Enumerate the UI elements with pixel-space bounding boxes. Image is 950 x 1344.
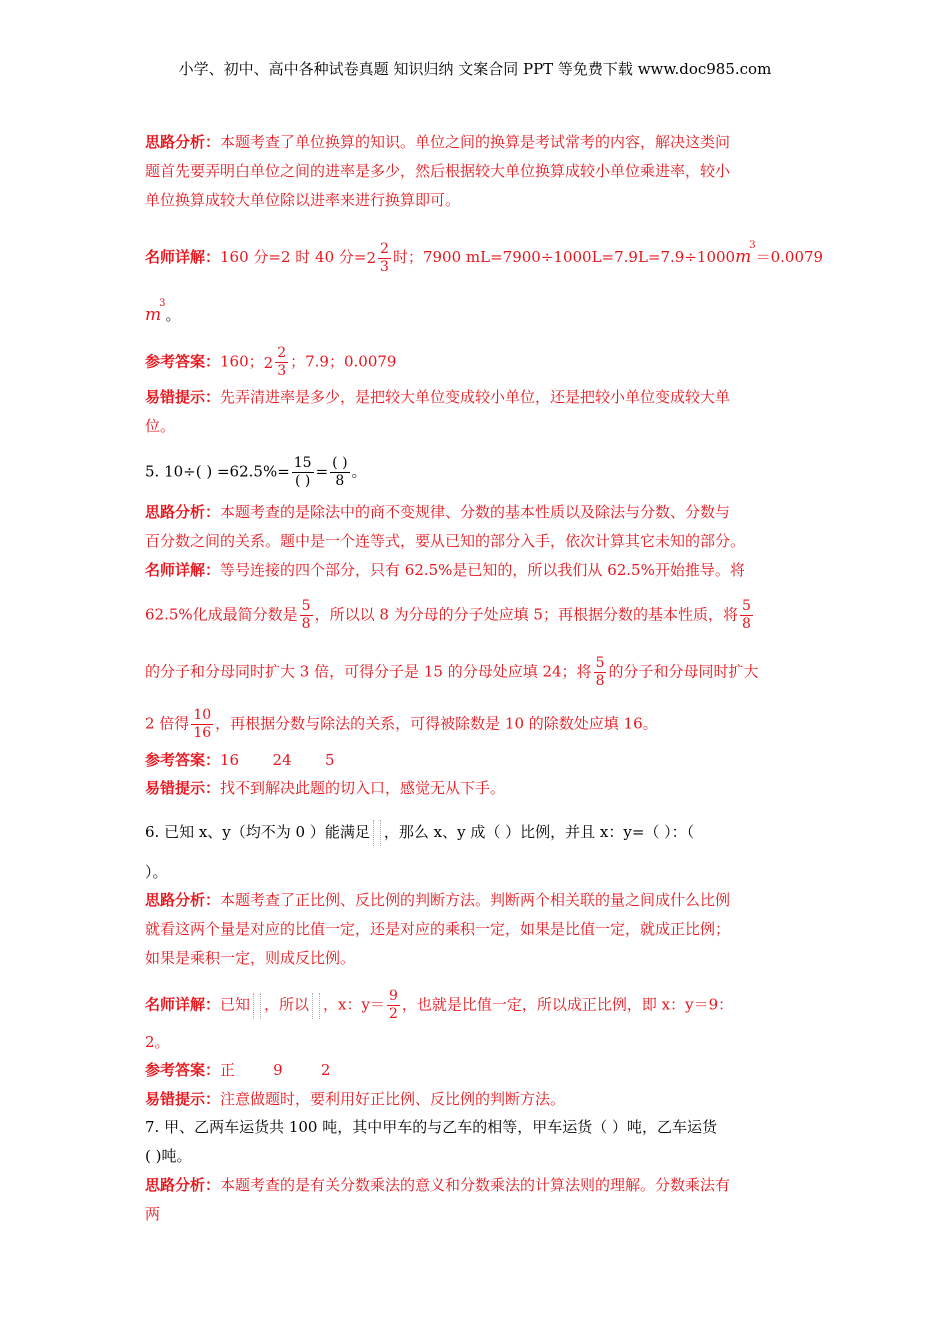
explain-line xyxy=(145,598,755,633)
explain-line: 2。 xyxy=(145,1033,170,1051)
cubic-unit: m xyxy=(735,247,750,267)
analysis-line: 百分数之间的关系。题中是一个连等式，要从已知的部分入手，依次计算其它未知的部分。 xyxy=(145,532,746,550)
answer-label: 参考答案： xyxy=(145,751,221,769)
explain-line xyxy=(145,294,181,325)
analysis-line: 就看这两个量是对应的比值一定，还是对应的乘积一定，如果是比值一定，就成正比例； xyxy=(145,920,731,938)
question-end: 。 xyxy=(351,462,367,481)
tip-line xyxy=(145,387,730,407)
fraction-den: 8 xyxy=(741,616,751,632)
fraction-num: ( ) xyxy=(332,455,348,471)
analysis-text: 本题考查的是除法中的商不变规律、分数的基本性质以及除法与分数、分数与 xyxy=(220,503,731,521)
explain-text: ，x：y＝ xyxy=(323,995,385,1014)
tip-text: 找不到解决此题的切入口，感觉无从下手。 xyxy=(220,779,506,797)
question-6 xyxy=(145,820,694,846)
fraction-num: 2 xyxy=(277,345,287,361)
explain-line xyxy=(145,655,759,690)
tip-line xyxy=(145,1089,565,1109)
explain-text: 的分子和分母同时扩大 3 倍，可得分子是 15 的分母处应填 24；将 xyxy=(145,662,592,681)
analysis-line: 单位换算成较大单位除以进率来进行换算即可。 xyxy=(145,191,461,209)
fraction-den: 3 xyxy=(277,363,287,379)
question-6-line2: ）。 xyxy=(145,863,168,881)
fraction-num: 15 xyxy=(293,455,312,471)
explain-label: 名师详解： xyxy=(145,561,221,579)
cubic-unit: m xyxy=(145,305,160,325)
explain-line xyxy=(145,236,823,276)
fraction-den: 16 xyxy=(193,725,212,741)
explain-end: 。 xyxy=(165,306,181,324)
answer-text: ；7.9；0.0079 xyxy=(290,352,397,371)
fraction xyxy=(191,707,213,742)
mixed-whole: 2 xyxy=(263,353,274,372)
analysis-line: 题首先要弄明白单位之间的进率是多少，然后根据较大单位换算成较小单位乘进率，较小 xyxy=(145,162,731,180)
explain-text: ，所以 xyxy=(264,995,310,1014)
analysis-text: 本题考查了单位换算的知识。单位之间的换算是考试常考的内容，解决这类问 xyxy=(220,133,731,151)
mixed-number xyxy=(264,345,290,380)
explain-text: ＝0.0079 xyxy=(755,248,824,266)
explain-text: 已知 xyxy=(220,995,251,1014)
equals-sign: = xyxy=(315,462,329,481)
analysis-line xyxy=(145,502,730,522)
tip-label: 易错提示： xyxy=(145,1090,221,1108)
fraction xyxy=(275,345,288,380)
tip-line xyxy=(145,778,505,798)
fraction-num: 2 xyxy=(380,240,389,257)
tip-label: 易错提示： xyxy=(145,388,221,406)
answer-label: 参考答案： xyxy=(145,1061,221,1079)
analysis-line xyxy=(145,890,730,910)
unit-exponent: 3 xyxy=(159,298,166,309)
fraction xyxy=(594,655,607,690)
formula-image-placeholder xyxy=(373,820,381,846)
answer-text: 16 24 5 xyxy=(220,751,335,769)
answer-label: 参考答案： xyxy=(145,352,221,371)
tip-text: 注意做题时，要利用好正比例、反比例的判断方法。 xyxy=(220,1090,566,1108)
answer-text: 160； xyxy=(220,352,264,371)
fraction xyxy=(740,598,753,633)
fraction-den: ( ) xyxy=(294,473,311,489)
explain-text: 的分子和分母同时扩大 xyxy=(608,662,759,681)
explain-text: ，所以以 8 为分母的分子处应填 5；再根据分数的基本性质，将 xyxy=(314,605,738,624)
question-text: 5. 10÷( ) =62.5%= xyxy=(145,462,290,481)
mixed-whole: 2 xyxy=(366,249,377,267)
question-7: 7. 甲、乙两车运货共 100 吨，其中甲车的与乙车的相等，甲车运货（ ）吨，乙车运货 xyxy=(145,1118,718,1136)
question-text: 6. 已知 x、y（均不为 0 ）能满足 xyxy=(145,823,370,841)
unit-exponent: 3 xyxy=(749,240,756,251)
explain-text: 等号连接的四个部分，只有 62.5%是已知的，所以我们从 62.5%开始推导。将 xyxy=(220,561,745,579)
question-text: ，那么 x、y 成（ ）比例，并且 x：y=（ ）：（ xyxy=(383,823,695,841)
analysis-text: 本题考查的是有关分数乘法的意义和分数乘法的计算法则的理解。分数乘法有 xyxy=(220,1176,731,1194)
explain-line xyxy=(145,707,658,742)
tip-text: 先弄清进率是多少，是把较大单位变成较小单位，还是把较小单位变成较大单 xyxy=(220,388,731,406)
fraction-den: 8 xyxy=(301,616,311,632)
analysis-text: 本题考查了正比例、反比例的判断方法。判断两个相关联的量之间成什么比例 xyxy=(220,891,731,909)
fraction xyxy=(330,455,349,490)
explain-text: 160 分=2 时 40 分= xyxy=(220,248,367,266)
analysis-label: 思路分析： xyxy=(145,891,221,909)
fraction-num: 10 xyxy=(193,707,212,723)
formula-image-placeholder xyxy=(312,993,320,1019)
analysis-label: 思路分析： xyxy=(145,1176,221,1194)
fraction-den: 8 xyxy=(335,473,345,489)
fraction-den: 3 xyxy=(380,258,389,275)
analysis-line: 如果是乘积一定，则成反比例。 xyxy=(145,949,356,967)
fraction-num: 5 xyxy=(595,655,605,671)
tip-label: 易错提示： xyxy=(145,779,221,797)
formula-image-placeholder xyxy=(253,993,261,1019)
answer-text: 正 9 2 xyxy=(220,1061,331,1079)
analysis-line: 两 xyxy=(145,1205,161,1223)
fraction-num: 5 xyxy=(301,598,311,614)
explain-label: 名师详解： xyxy=(145,248,221,266)
fraction xyxy=(387,988,400,1023)
explain-text: ，再根据分数与除法的关系，可得被除数是 10 的除数处应填 16。 xyxy=(215,714,658,733)
analysis-label: 思路分析： xyxy=(145,503,221,521)
explain-line xyxy=(145,988,733,1023)
analysis-label: 思路分析： xyxy=(145,133,221,151)
explain-text: 时；7900 mL=7900÷1000L=7.9L=7.9÷1000 xyxy=(392,248,736,266)
tip-line: 位。 xyxy=(145,417,176,435)
explain-line xyxy=(145,560,745,580)
fraction-den: 2 xyxy=(388,1006,398,1022)
fraction-num: 9 xyxy=(388,988,398,1004)
page-header: 小学、初中、高中各种试卷真题 知识归纳 文案合同 PPT 等免费下载 www.doc985.com xyxy=(178,60,772,78)
fraction-den: 8 xyxy=(595,673,605,689)
answer-line xyxy=(145,750,335,770)
fraction-num: 5 xyxy=(741,598,751,614)
answer-line xyxy=(145,345,396,380)
question-5 xyxy=(145,455,367,490)
fraction xyxy=(378,241,391,276)
explain-label: 名师详解： xyxy=(145,995,221,1014)
mixed-number xyxy=(367,241,393,276)
analysis-line xyxy=(145,1175,730,1195)
answer-line xyxy=(145,1060,330,1080)
analysis-line xyxy=(145,132,730,152)
explain-text: 2 倍得 xyxy=(145,714,190,733)
fraction xyxy=(292,455,314,490)
question-7-line2: ( )吨。 xyxy=(145,1147,192,1165)
explain-text: 62.5%化成最简分数是 xyxy=(145,605,298,624)
explain-text: ，也就是比值一定，所以成正比例，即 x：y＝9： xyxy=(401,995,734,1014)
fraction xyxy=(300,598,313,633)
